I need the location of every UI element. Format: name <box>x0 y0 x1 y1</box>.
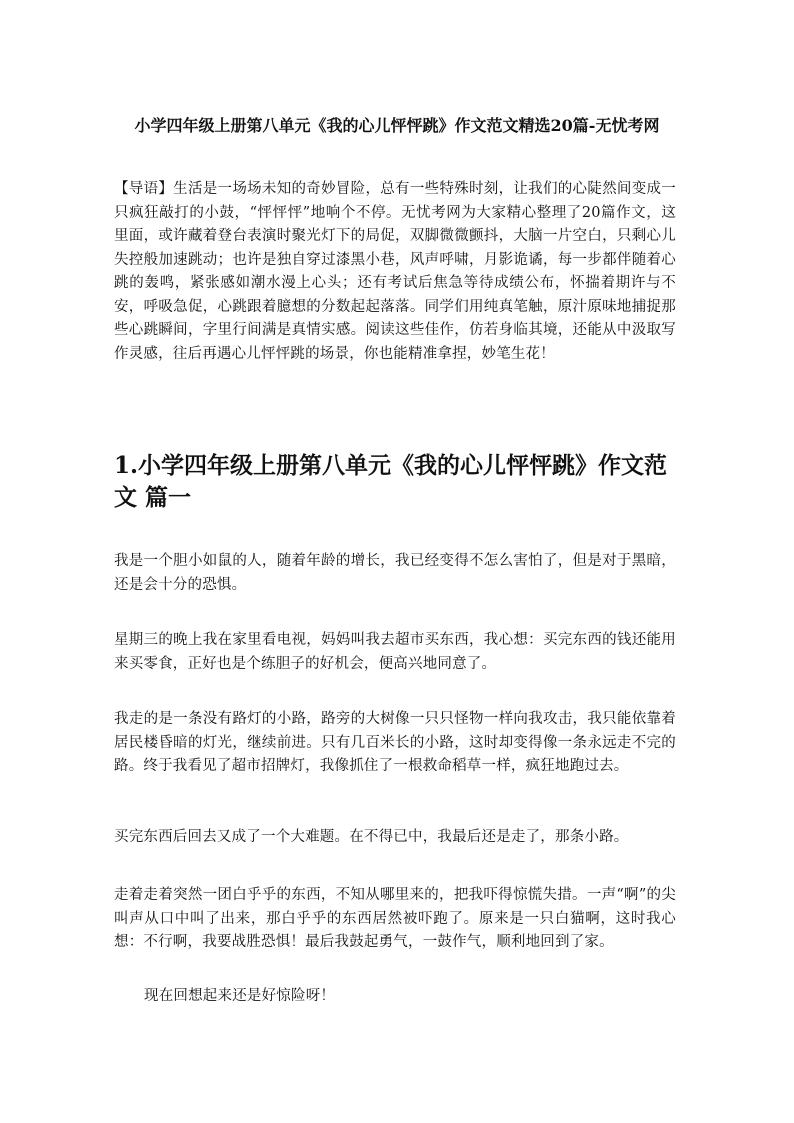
document-title: 小学四年级上册第八单元《我的心儿怦怦跳》作文范文精选20篇-无忧考网 <box>134 116 660 135</box>
body-paragraph: 星期三的晚上我在家里看电视，妈妈叫我去超市买东西，我心想：买完东西的钱还能用来买零食，正好也是个练胆子的好机会，便高兴地同意了。 <box>114 632 676 672</box>
body-paragraph: 我是一个胆小如鼠的人，随着年龄的增长，我已经变得不怎么害怕了，但是对于黑暗，还是会十分的恐惧。 <box>114 553 676 593</box>
intro-paragraph: 【导语】生活是一场场未知的奇妙冒险，总有一些特殊时刻，让我们的心陡然间变成一只疯狂敲打的小鼓，“怦怦怦”地响个不停。无忧考网为大家精心整理了20篇作文，这里面，或许藏着登台表演时聚光灯下的局促，双脚微微颤抖，大脑一片空白，只剩心儿失控般加速跳动；也许是独自穿过漆黑小巷，风声呼啸，月影诡谲，每一步都伴随着心跳的轰鸣，紧张感如潮水漫上心头；还有考试后焦急等待成绩公布，怀揣着期许与不安，呼吸急促，心跳跟着臆想的分数起起落落。同学们用纯真笔触，原汁原味地捕捉那些心跳瞬间，字里行间满是真情实感。阅读这些佳作，仿若身临其境，还能从中汲取写作灵感，往后再遇心儿怦怦跳的场景，你也能精准拿捏，妙笔生花！ <box>114 181 676 362</box>
closing-paragraph: 现在回想起来还是好惊险呀！ <box>144 988 336 1004</box>
body-paragraph: 我走的是一条没有路灯的小路，路旁的大树像一只只怪物一样向我攻击，我只能依靠着居民楼昏暗的灯光，继续前进。只有几百米长的小路，这时却变得像一条永远走不完的路。终于我看见了超市招牌灯，我像抓住了一根救命稻草一样，疯狂地跑过去。 <box>114 711 676 774</box>
section-heading: 1.小学四年级上册第八单元《我的心儿怦怦跳》作文范文 篇一 <box>114 452 668 511</box>
body-paragraph: 走着走着突然一团白乎乎的东西，不知从哪里来的，把我吓得惊慌失措。一声“啊”的尖叫声从口中叫了出来，那白乎乎的东西居然被吓跑了。原来是一只白猫啊，这时我心想：不行啊，我要战胜恐惧！最后我鼓起勇气，一鼓作气，顺利地回到了家。 <box>114 887 676 950</box>
body-paragraph: 买完东西后回去又成了一个大难题。在不得已中，我最后还是走了，那条小路。 <box>114 829 629 845</box>
